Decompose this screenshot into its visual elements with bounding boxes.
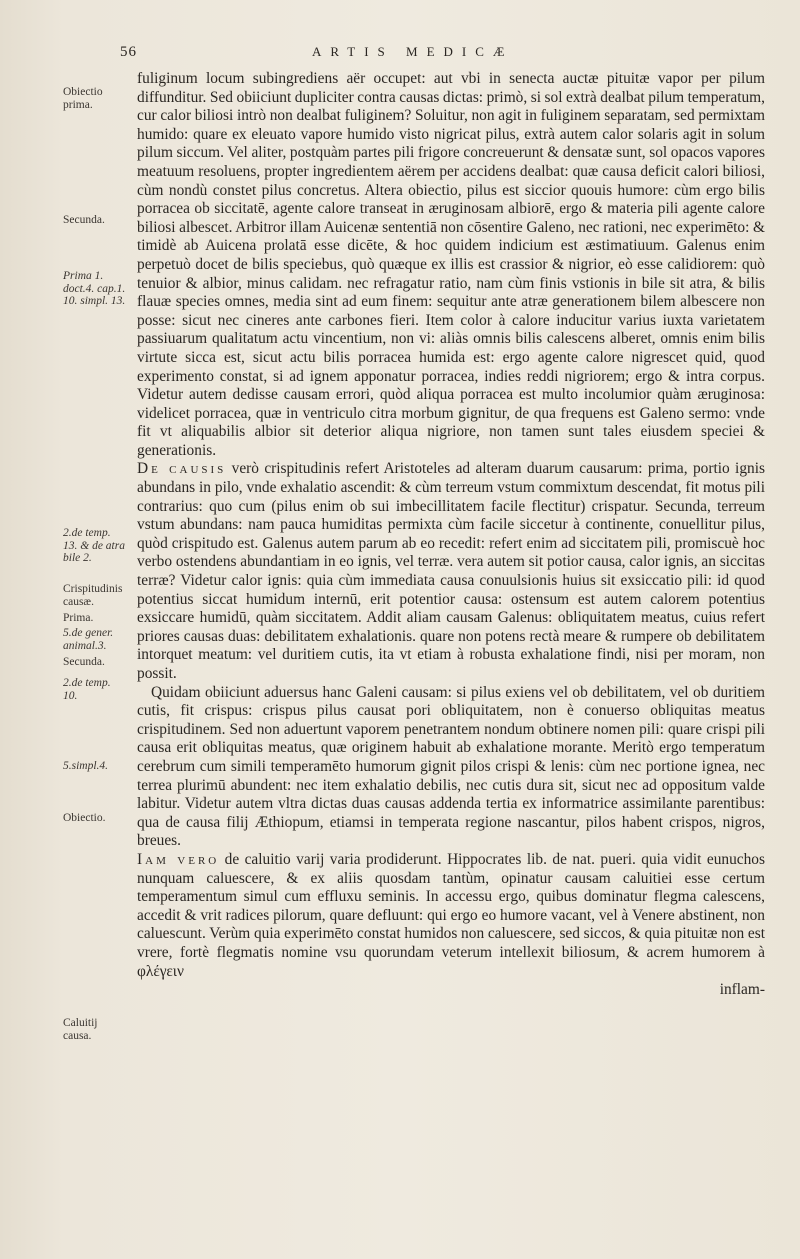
margin-note: Prima 1. doct.4. cap.1. 10. simpl. 13. <box>63 270 126 308</box>
paragraph <box>137 460 765 683</box>
margin-note: Secunda. <box>63 214 105 226</box>
margin-note: 5.de gener. animal.3. <box>63 627 114 652</box>
page-header <box>120 44 770 64</box>
margin-note: 2.de temp. 10. <box>63 677 111 702</box>
margin-note: Obiectio prima. <box>63 86 103 111</box>
margin-note: Caluitij causa. <box>63 1017 98 1042</box>
paragraph <box>137 684 765 851</box>
margin-note: Crispitudinis causæ. <box>63 583 123 608</box>
paragraph <box>137 851 765 981</box>
paragraph-lead: Iam vero <box>137 850 220 868</box>
running-title: ARTIS MEDICÆ <box>312 44 514 59</box>
margin-note: 2.de temp. 13. & de atra bile 2. <box>63 527 125 565</box>
margin-note: Obiectio. <box>63 812 106 824</box>
paragraph-lead: De causis <box>137 460 227 478</box>
paragraph-text: verò crispitudinis refert Aristoteles ad alteram duarum causarum: prima, portio ignis abundans in pilo, vnde exhalatio ascendit: & cùm terreum vstum commixtum descendat, fit motus pili contrarius: quo cum (pilus enim ob sui imbecillitatem facile flectitur) crispatur. Secunda, terreum vstum abundans: nam pauca humiditas permixta cùm facile siccetur à continente, conuellitur pilus, quòd crispitudo est. Galenus autem parum ab eo recedit: refert enim ad siccitatem pili, promiscuè hoc verbo ostendens abundantiam in eo ignis, vel terræ. vera autem sit potior causa, calor ignis, an siccitas terræ? Videtur calor ignis: quia cùm immediata causa conuulsionis huius sit exsiccatio pili: id quod potentius siccat humidum internū, erit potentior causa: ostensum est autem calorem potentius exsiccare humidū, quàm siccitatem. Addit aliam causam Galenus: obliquitatem meatus, cuius refert priores causas duas: debilitatem exhalationis. quare non potens rectà meare & rumpere ob debilitatem intorquet meatum: vel duritiem cutis, ita vt etiam à robusta exhalatione findi, nisi per moram, non possit. <box>137 460 765 682</box>
margin-note: Prima. <box>63 612 94 624</box>
main-text <box>137 70 765 1000</box>
paragraph-text: Quidam obiiciunt aduersus hanc Galeni causam: si pilus exiens vel ob debilitatem, vel ob duritiem cutis, fit crispus: crispus pilus causat pori obliquitatem, non è conuerso obliquitas meatus crispitudinem. Sed non aduertunt vaporem penetrantem nondum obtinere nomen pili: quare crispi pili causa erit obliquitas meatus, quæ originem habuit ab exhalatione morante. Meritò ergo temperatum cerebrum cum simili temperamēto humorum gignit pilos crispi & lenis: cùm nec portione ignea, nec terrea plurimū abundent: nec item exhalatio debilis, nec cutis dura sit, sicut nec ad oppositum valde labitur. Videtur autem vltra dictas duas causas addenda tertia ex informatrice assimilante parentibus: qua de causa filij Æthiopum, etiamsi in temperata regione nascantur, pilos habent crispos, nigros, breues. <box>137 683 765 850</box>
paragraph <box>137 70 765 460</box>
margin-note: 5.simpl.4. <box>63 760 109 772</box>
margin-notes <box>0 0 125 1259</box>
paragraph-text: de caluitio varij varia prodiderunt. Hippocrates lib. de nat. pueri. quia vidit eunuchos nunquam caluescere, & ex aliis quosdam tantùm, opinatur causam caluitiei esse certum temperamentum simul cum effluxu seminis. In accessu ergo, quibus dominatur flegma calescens, accedit & vrit radices pilorum, quare defluunt: qui ergo eo humore vacant, vel à Venere abstinent, non caluescunt. Verùm quia experimēto constat humidos non caluescere, sed siccos, & quia pituitæ non est vrere, fortè flegmatis nomine vsu quorundam veterum intellexit biliosum, & acrem humorem à φλέγειν <box>137 850 765 980</box>
catchword: inflam- <box>719 981 765 999</box>
margin-note: Secunda. <box>63 656 105 668</box>
paragraph-text: fuliginum locum subingrediens aër occupet: aut vbi in senecta auctæ pituitæ vapor per pilum diffunditur. Sed obiiciunt dupliciter contra causas dictas: primò, si sol extrà dealbat pilum temperatum, cur calor biliosi intrò non dealbat fuliginem? Soluitur, non agit in fuliginem separatam, sed permixtam humido: quare ex eleuato vapore humido visto nigricat pilus, extrà autem calor solaris agit in solum pilum siccum. Vel aliter, postquàm partes pili frigore concreuerunt & densatæ sunt, sol opacos vapores meatuum resoluens, propter ingredientem aërem per accidens dealbat: quæ causa deficit calori biliosi, cùm nondù constet pilus concretus. Altera obiectio, pilus est siccior quouis humore: cùm ergo bilis porracea ob siccitatē, agente calore transeat in æruginosam albiorē, ergo & materia pili agente calore biliosi albescet. Arbitror illam Auicenæ sententiā non cōsentire Galeno, nec rationi, nec experimēto: & timidè ab Auicena prolatā esse dicēte, & hoc quidem indicium est æstimatiuum. Galenus enim perpetuò docet de bilis speciebus, quò quæque ex illis est crassior & nigrior, eò esse calidiorem: quò tenuior & albior, minus calidam. nec refragatur ratio, nam cùm finis vstionis in bile sit atra, & bilis flauæ species omnes, media sint ad eum finem: sequitur ante atræ generationem bilem albescere non posse: sicut nec cineres ante carbones fieri. Item color à calore inducitur varius iuxta varietatem passiuarum qualitatum actu vincentium, non vi: aliàs omnis bilis calescens alberet, omnis enim bilis virtute sicca est, sicut actu bilis porracea humida est: ergo agente calore nigrescet quid, quod experimento constat, si ad ignem apponatur porracea, indies reddi nigriorem; ergo & intra corpus. Videtur autem dedisse causam errori, quòd aliqua porracea est multo incolumior quàm æruginosa: videlicet porracea, quæ in ventriculo citra morbum gignitur, de qua frequens est Galeno sermo: vnde fit vt aliquabilis albior sit deterior aliqua nigriore, non tamen sunt tales eiusdem speciei & generationis. <box>137 70 765 459</box>
page-number: 56 <box>120 44 137 60</box>
